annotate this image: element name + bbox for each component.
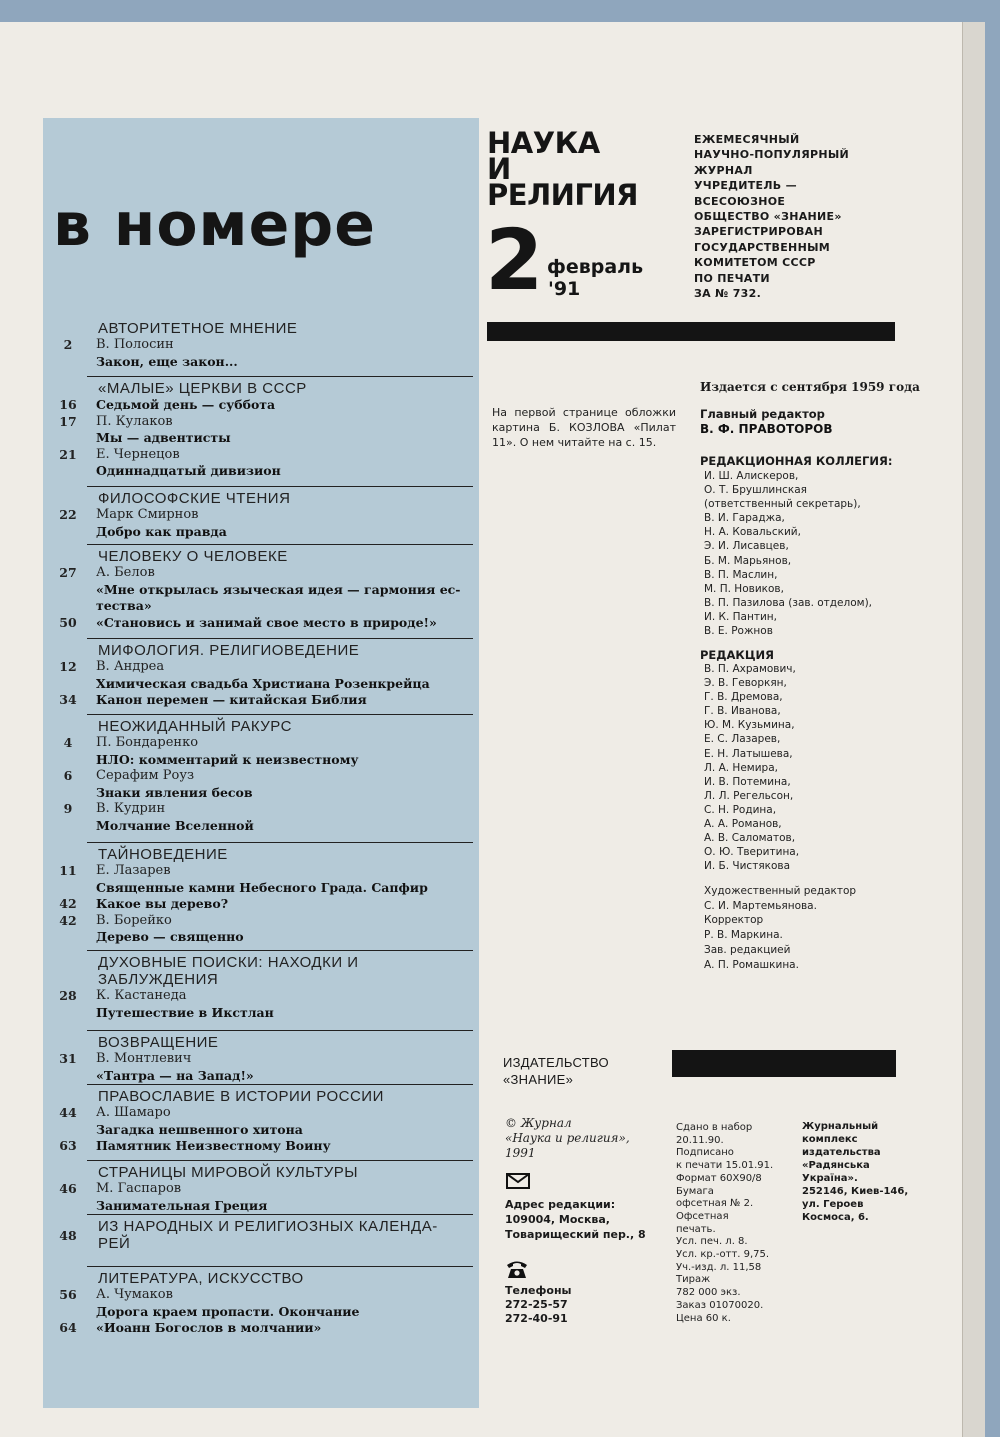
section-divider	[87, 950, 473, 951]
toc-entry[interactable]	[43, 863, 479, 879]
toc-entry[interactable]	[43, 524, 479, 540]
toc-entry[interactable]	[43, 414, 479, 430]
entry-title: Занимательная Греция	[96, 1197, 268, 1213]
toc-entry[interactable]	[43, 598, 479, 614]
page-number: 50	[59, 614, 77, 630]
address-line: Товарищеский пер., 8	[505, 1228, 646, 1241]
toc-entry[interactable]	[43, 785, 479, 801]
section-divider	[87, 486, 473, 487]
section-divider	[87, 1214, 473, 1215]
print-data-line: офсетная № 2.	[676, 1198, 754, 1210]
print-data-line: Бумага	[676, 1185, 714, 1197]
copyright-line: © Журнал	[505, 1116, 572, 1130]
magazine-name-line: РЕЛИГИЯ	[487, 178, 639, 212]
entry-title: Знаки явления бесов	[96, 784, 253, 800]
entry-title: Канон перемен — китайская Библия	[96, 692, 367, 707]
editorial-member: Е. С. Лазарев,	[704, 733, 781, 746]
editorial-member: В. П. Ахрамович,	[704, 663, 796, 675]
board-member: Э. И. Лисавцев,	[704, 540, 789, 553]
entry-title: Путешествие в Икстлан	[96, 1004, 274, 1020]
entry-title: Седьмой день — суббота	[96, 397, 276, 412]
editorial-member: И. В. Потемина,	[704, 775, 791, 788]
printer-line: ул. Героев	[802, 1199, 864, 1210]
print-data-line: 20.11.90.	[676, 1134, 724, 1146]
masthead-info-line: ГОСУДАРСТВЕННЫМ	[694, 240, 831, 254]
toc-entry[interactable]	[43, 1181, 479, 1197]
editorial-member: И. Б. Чистякова	[704, 860, 791, 873]
entry-title: Мы — адвентисты	[96, 430, 231, 445]
section-heading: РЕЙ	[98, 1235, 131, 1252]
entry-title: Закон, еще закон...	[96, 353, 238, 369]
editorial-member: О. Ю. Тверитина,	[704, 846, 800, 859]
art-staff-line: Зав. редакцией	[704, 943, 791, 956]
page-number: 27	[59, 565, 77, 580]
board-member: В. П. Маслин,	[704, 568, 778, 581]
page-number: 48	[59, 1228, 77, 1243]
section-divider	[87, 1084, 473, 1085]
toc-entry[interactable]	[43, 896, 479, 912]
page-number: 64	[59, 1320, 77, 1335]
page-number: 42	[59, 896, 77, 911]
section-heading: ВОЗВРАЩЕНИЕ	[98, 1034, 219, 1051]
toc-entry[interactable]	[43, 1138, 479, 1154]
section-divider	[87, 376, 473, 377]
envelope-icon	[506, 1173, 530, 1189]
issue-number: 2	[485, 211, 544, 309]
entry-title: Одиннадцатый дивизион	[96, 463, 281, 478]
print-data-line: 782 000 экз.	[676, 1287, 741, 1299]
printer-line: издательства	[802, 1147, 881, 1158]
address-line: Адрес редакции:	[505, 1198, 616, 1211]
cover-note: На первой странице обложки картина Б. КОЗЛОВА «Пилат 11». О нем читайте на с. 15.	[492, 406, 676, 449]
board-members	[704, 469, 872, 638]
printer-line: «Радянська	[802, 1160, 870, 1171]
masthead-info-line: КОМИТЕТОМ СССР	[694, 256, 816, 270]
art-staff-line: Р. В. Маркина.	[704, 929, 783, 942]
editorial-members	[704, 662, 799, 873]
copyright	[505, 1116, 630, 1161]
board-member: И. К. Пантин,	[704, 610, 777, 623]
page-number: 22	[59, 507, 77, 522]
board-member: В. Е. Рожнов	[704, 625, 773, 638]
masthead-info-line: ЕЖЕМЕСЯЧНЫЙ	[694, 133, 800, 146]
printer-line: Космоса, 6.	[802, 1212, 869, 1223]
section-divider	[87, 714, 473, 715]
editorial-member: С. Н. Родина,	[704, 803, 777, 816]
toc-entry[interactable]	[43, 752, 479, 768]
board-member: (ответственный секретарь),	[704, 498, 861, 511]
entry-author: В. Борейко	[96, 912, 172, 928]
section-divider	[87, 1266, 473, 1267]
magazine-name	[487, 126, 639, 212]
entry-title: Священные камни Небесного Града. Сапфир	[96, 879, 428, 895]
section-divider	[87, 1030, 473, 1031]
masthead-info-line: ЖУРНАЛ	[694, 163, 753, 177]
print-data-line: Офсетная	[676, 1210, 729, 1222]
entry-author: А. Белов	[96, 565, 155, 580]
magazine-page	[0, 22, 985, 1437]
print-data-line: печать.	[676, 1223, 716, 1235]
entry-author: В. Кудрин	[96, 801, 166, 816]
magazine-name-line: НАУКА	[487, 126, 600, 160]
board-member: В. И. Гараджа,	[704, 512, 785, 525]
entry-author: К. Кастанеда	[96, 988, 187, 1003]
section-heading: ИЗ НАРОДНЫХ И РЕЛИГИОЗНЫХ КАЛЕНДА-	[98, 1218, 438, 1235]
section-heading: ПРАВОСЛАВИЕ В ИСТОРИИ РОССИИ	[98, 1088, 384, 1105]
entry-author: В. Полосин	[96, 337, 174, 352]
print-data-line: Уч.-изд. л. 11,58	[676, 1261, 762, 1273]
print-data-line: Формат 60X90/8	[676, 1172, 762, 1184]
section-heading: ЧЕЛОВЕКУ О ЧЕЛОВЕКЕ	[98, 548, 288, 565]
entry-title: «Мне открылась языческая идея — гармония ес-	[96, 581, 461, 597]
editorial-member: А. А. Романов,	[704, 818, 782, 831]
board-member: М. П. Новиков,	[704, 582, 784, 595]
print-data-line: Подписано	[676, 1147, 734, 1159]
editorial-member: Э. В. Геворкян,	[704, 677, 787, 690]
board-member: Б. М. Марьянов,	[704, 554, 792, 567]
page-number: 6	[63, 768, 73, 783]
toc-entry[interactable]	[43, 768, 479, 784]
page-number: 46	[59, 1181, 77, 1196]
page-number: 21	[59, 446, 77, 462]
editorial-label: РЕДАКЦИЯ	[700, 648, 774, 662]
copyright-line: 1991	[505, 1146, 536, 1160]
page-number: 42	[59, 912, 77, 928]
section-divider	[87, 842, 473, 843]
entry-author: П. Кулаков	[96, 413, 173, 429]
entry-author: Е. Лазарев	[96, 863, 171, 878]
entry-title: тества»	[96, 598, 152, 613]
art-staff-line: Художественный редактор	[704, 885, 857, 897]
issue-year: '91	[548, 278, 581, 300]
editorial-member: Е. Н. Латышева,	[704, 747, 793, 760]
print-data-line: Цена 60 к.	[676, 1312, 731, 1324]
address-line: 109004, Москва,	[505, 1213, 610, 1226]
board-member: И. Ш. Алискеров,	[704, 470, 799, 482]
toc-entry[interactable]	[43, 735, 479, 751]
entry-author: Е. Чернецов	[96, 446, 180, 462]
entry-title: Памятник Неизвестному Воину	[96, 1138, 331, 1153]
publisher-line: ИЗДАТЕЛЬСТВО	[503, 1055, 609, 1070]
toc-entry[interactable]	[43, 929, 479, 945]
section-heading: ЗАБЛУЖДЕНИЯ	[98, 971, 219, 988]
page-number: 16	[59, 397, 77, 412]
entry-title: Дерево — священно	[96, 929, 244, 944]
entry-author: А. Чумаков	[96, 1287, 173, 1302]
section-heading: ЛИТЕРАТУРА, ИСКУССТВО	[98, 1270, 304, 1287]
entry-author: П. Бондаренко	[96, 735, 199, 750]
entry-title: НЛО: комментарий к неизвестному	[96, 751, 359, 767]
entry-author: А. Шамаро	[96, 1105, 171, 1120]
art-staff-line: Корректор	[704, 914, 764, 927]
masthead-info-line: ЗАРЕГИСТРИРОВАН	[694, 225, 823, 239]
toc-entry[interactable]	[43, 1122, 479, 1138]
masthead-info-line: ЗА № 732.	[694, 287, 762, 301]
page-number: 9	[63, 801, 73, 816]
telephone-icon	[505, 1258, 529, 1280]
page-number: 56	[59, 1287, 77, 1302]
editorial-member: Г. В. Дремова,	[704, 691, 783, 704]
section-divider	[87, 544, 473, 545]
toc-entry[interactable]	[43, 565, 479, 581]
publisher	[503, 1054, 609, 1088]
toc-title: в номере	[53, 190, 376, 260]
toc-entry[interactable]	[43, 1287, 479, 1303]
section-divider	[87, 1160, 473, 1161]
entry-author: В. Монтлевич	[96, 1051, 192, 1066]
board-member: О. Т. Брушлинская	[704, 484, 807, 497]
entry-author: Серафим Роуз	[96, 768, 195, 783]
entry-title: Молчание Вселенной	[96, 817, 254, 833]
chief-editor-label: Главный редактор	[700, 407, 825, 421]
toc-entry[interactable]	[43, 463, 479, 479]
toc-entry[interactable]	[43, 880, 479, 896]
toc-entry[interactable]	[43, 507, 479, 523]
toc-entry[interactable]	[43, 337, 479, 353]
entry-title: «Становись и занимай свое место в природе!»	[96, 614, 437, 630]
copyright-line: «Наука и религия»,	[505, 1131, 630, 1145]
toc-entry[interactable]	[43, 818, 479, 834]
page-number: 2	[63, 337, 73, 352]
toc-entry[interactable]	[43, 659, 479, 675]
printer-line: комплекс	[802, 1134, 858, 1145]
masthead-info-line: УЧРЕДИТЕЛЬ —	[694, 179, 797, 193]
printer-line: Журнальный	[802, 1121, 879, 1132]
publisher-line: «ЗНАНИЕ»	[503, 1072, 574, 1087]
print-data-line: Усл. печ. л. 8.	[676, 1236, 748, 1248]
masthead-info	[694, 132, 849, 301]
issue-month: февраль	[547, 256, 644, 278]
phone-number: 272-40-91	[505, 1312, 568, 1325]
board-member: Н. А. Ковальский,	[704, 526, 801, 539]
page-number: 11	[59, 863, 77, 878]
editorial-member: А. В. Саломатов,	[704, 832, 796, 845]
toc-entry[interactable]	[43, 1105, 479, 1121]
divider-bar-bottom	[672, 1050, 896, 1077]
page-number: 28	[59, 988, 77, 1003]
toc-entry[interactable]	[43, 1068, 479, 1084]
page-number: 44	[59, 1105, 77, 1120]
page-number: 34	[59, 692, 77, 707]
page-number: 31	[59, 1051, 77, 1066]
entry-author: М. Гаспаров	[96, 1181, 182, 1196]
entry-author: Марк Смирнов	[96, 507, 199, 522]
publication-since: Издается с сентября 1959 года	[700, 380, 920, 394]
print-data	[676, 1122, 773, 1325]
print-data-line: Заказ 01070020.	[676, 1299, 764, 1311]
art-staff	[704, 884, 856, 972]
section-heading: ДУХОВНЫЕ ПОИСКИ: НАХОДКИ И	[98, 954, 359, 971]
page-number: 12	[59, 659, 77, 674]
entry-title: Какое вы дерево?	[96, 896, 229, 911]
section-heading: ТАЙНОВЕДЕНИЕ	[98, 846, 228, 863]
entry-title: «Тантра — на Запад!»	[96, 1067, 254, 1083]
section-divider	[87, 638, 473, 639]
board-member: В. П. Пазилова (зав. отделом),	[704, 596, 873, 609]
section-heading: СТРАНИЦЫ МИРОВОЙ КУЛЬТУРЫ	[98, 1164, 358, 1181]
printer-line: 252146, Киев-146,	[802, 1186, 909, 1197]
masthead-info-line: ОБЩЕСТВО «ЗНАНИЕ»	[694, 210, 842, 224]
masthead-info-line: НАУЧНО-ПОПУЛЯРНЫЙ	[694, 148, 850, 162]
print-data-line: Сдано в набор	[676, 1122, 753, 1133]
section-heading: АВТОРИТЕТНОЕ МНЕНИЕ	[98, 320, 298, 337]
section-heading: «МАЛЫЕ» ЦЕРКВИ В СССР	[98, 380, 307, 397]
entry-title: «Иоанн Богослов в молчании»	[96, 1320, 322, 1335]
entry-title: Химическая свадьба Христиана Розенкрейца	[96, 675, 430, 691]
editorial-member: Ю. М. Кузьмина,	[704, 719, 795, 732]
page-number: 17	[59, 413, 77, 429]
masthead-info-line: ВСЕСОЮЗНОЕ	[694, 194, 786, 208]
table-of-contents	[43, 118, 479, 1408]
editorial-member: Л. Л. Регельсон,	[704, 789, 794, 802]
toc-entry[interactable]	[43, 615, 479, 631]
toc-entry[interactable]	[43, 1320, 479, 1336]
toc-entry[interactable]	[43, 354, 479, 370]
divider-bar	[487, 322, 895, 341]
toc-entry[interactable]	[43, 1304, 479, 1320]
toc-entry[interactable]	[43, 397, 479, 413]
print-data-line: к печати 15.01.91.	[676, 1160, 774, 1172]
masthead-info-line: ПО ПЕЧАТИ	[694, 271, 770, 285]
editorial-member: Г. В. Иванова,	[704, 705, 781, 718]
page-number: 63	[59, 1138, 77, 1153]
phone-number: 272-25-57	[505, 1298, 568, 1311]
entry-author: В. Андреа	[96, 659, 165, 674]
toc-entry[interactable]	[43, 1198, 479, 1214]
printer-info	[802, 1120, 908, 1224]
toc-entry[interactable]	[43, 913, 479, 929]
toc-entry[interactable]	[43, 801, 479, 817]
toc-entry[interactable]	[43, 692, 479, 708]
section-heading: НЕОЖИДАННЫЙ РАКУРС	[98, 718, 292, 735]
chief-editor-name: В. Ф. ПРАВОТОРОВ	[700, 422, 833, 436]
page-edge	[962, 22, 985, 1437]
editorial-member: Л. А. Немира,	[704, 761, 778, 774]
print-data-line: Тираж	[676, 1274, 711, 1286]
entry-title: Добро как правда	[96, 523, 227, 539]
phones-label: Телефоны	[505, 1284, 572, 1297]
toc-entry[interactable]	[43, 582, 479, 598]
printer-line: Україна».	[802, 1173, 858, 1184]
art-staff-line: А. П. Ромашкина.	[704, 958, 799, 971]
entry-title: Дорога краем пропасти. Окончание	[96, 1303, 360, 1319]
toc-entry[interactable]	[43, 447, 479, 463]
toc-entry[interactable]	[43, 676, 479, 692]
toc-entry[interactable]	[43, 1005, 479, 1021]
toc-entry[interactable]	[43, 1051, 479, 1067]
board-label: РЕДАКЦИОННАЯ КОЛЛЕГИЯ:	[700, 454, 893, 468]
editorial-address	[505, 1197, 646, 1242]
art-staff-line: С. И. Мартемьянова.	[704, 899, 817, 912]
section-heading: ФИЛОСОФСКИЕ ЧТЕНИЯ	[98, 490, 291, 507]
phones	[505, 1284, 572, 1326]
entry-title: Загадка нешвенного хитона	[96, 1121, 303, 1137]
page-number: 4	[63, 735, 73, 750]
toc-entry[interactable]	[43, 430, 479, 446]
magazine-name-line: И	[487, 152, 511, 186]
section-heading: МИФОЛОГИЯ. РЕЛИГИОВЕДЕНИЕ	[98, 642, 360, 659]
print-data-line: Усл. кр.-отт. 9,75.	[676, 1249, 770, 1261]
toc-entry[interactable]	[43, 988, 479, 1004]
